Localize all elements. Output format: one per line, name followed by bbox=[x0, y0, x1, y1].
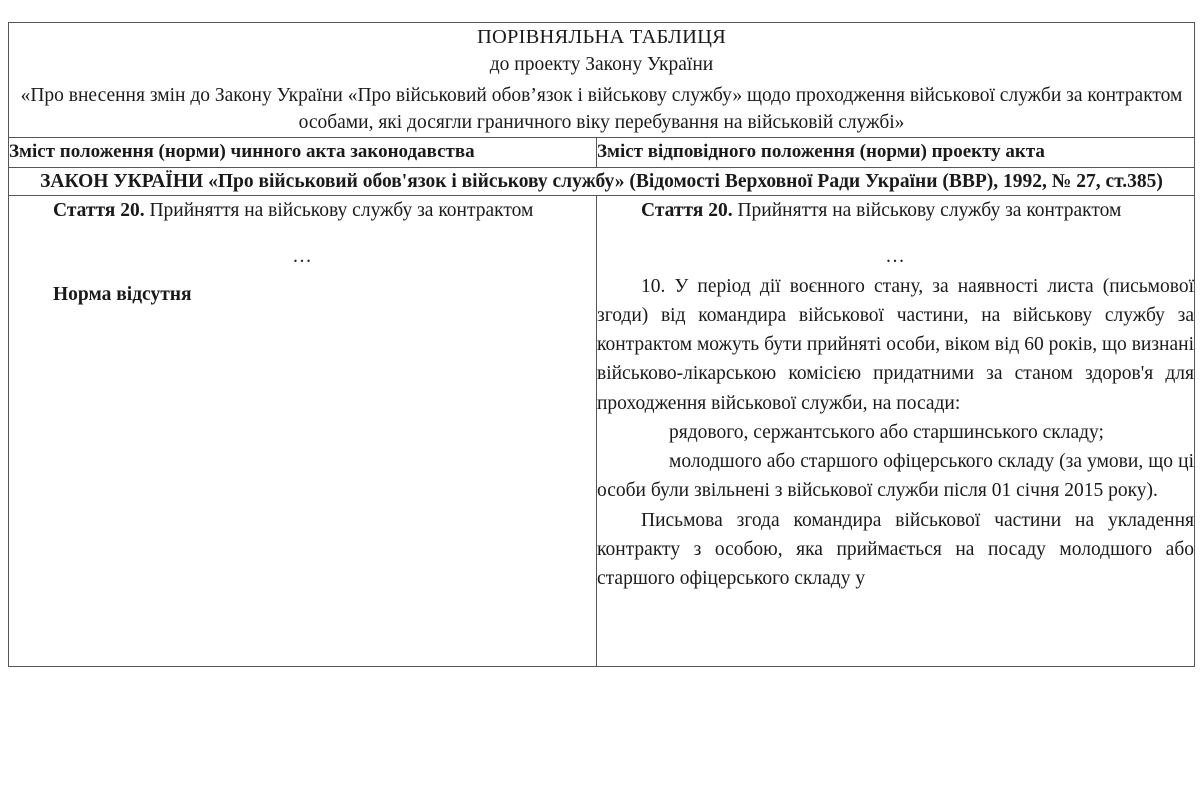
right-article-text: Прийняття на військову службу за контрактом bbox=[732, 200, 1122, 222]
document-title-main: ПОРІВНЯЛЬНА ТАБЛИЦЯ bbox=[477, 26, 726, 48]
right-paragraph-final: Письмова згода командира військової частини на укладення контракту з особою, яка приймається на посаду молодшого або старшого офіцерського складу у bbox=[597, 509, 1194, 590]
table-row-law-title bbox=[9, 167, 1195, 195]
right-list-item-2: молодшого або старшого офіцерського складу (за умови, що ці особи були звільнені з військової служби після 01 січня 2015 року). bbox=[597, 451, 1194, 502]
document-title-sub: до проекту Закону України bbox=[489, 54, 714, 76]
left-spacer-2 bbox=[9, 272, 596, 280]
document-title-cell bbox=[9, 23, 1195, 138]
left-spacer-1 bbox=[9, 225, 596, 242]
left-norm-absent bbox=[9, 280, 596, 309]
right-article-label: Стаття 20. bbox=[641, 200, 733, 222]
right-spacer-1 bbox=[597, 225, 1194, 242]
current-act-content-cell bbox=[9, 196, 597, 667]
left-ellipsis: … bbox=[292, 246, 313, 268]
right-article-heading bbox=[597, 196, 1194, 225]
left-article-heading bbox=[9, 196, 596, 225]
comparison-table bbox=[8, 22, 1195, 667]
left-article-text: Прийняття на військову службу за контрактом bbox=[144, 200, 534, 222]
column-header-current-act: Зміст положення (норми) чинного акта законодавства bbox=[9, 137, 597, 167]
law-title-cell: ЗАКОН УКРАЇНИ «Про військовий обов'язок і військову службу» (Відомості Верховної Ради України (ВВР), 1992, № 27, ст.385) bbox=[9, 167, 1195, 195]
table-row-title bbox=[9, 23, 1195, 138]
draft-act-content-cell bbox=[597, 196, 1195, 667]
right-paragraph-10: 10. У період дії воєнного стану, за наявності листа (письмової згоди) від командира військової частини, на військову службу за контрактом можуть бути прийняті особи, віком від 60 років, що визнані військово-лікарською комісією придатними за станом здоров'я для проходження військової служби, на посади: bbox=[597, 275, 1194, 414]
column-header-draft-act: Зміст відповідного положення (норми) проекту акта bbox=[597, 137, 1195, 167]
table-row-headers bbox=[9, 137, 1195, 167]
left-article-label: Стаття 20. bbox=[53, 200, 145, 222]
table-row-body bbox=[9, 196, 1195, 667]
right-ellipsis: … bbox=[885, 246, 906, 268]
document-title-long: «Про внесення змін до Закону України «Про військовий обов’язок і військову службу» щодо проходження військової служби за контрактом особами, які досягли граничного віку перебування на військовій службі» bbox=[20, 84, 1183, 134]
left-norm-absent-text: Норма відсутня bbox=[53, 283, 192, 305]
right-list-item-1: рядового, сержантського або старшинського складу; bbox=[669, 421, 1104, 443]
